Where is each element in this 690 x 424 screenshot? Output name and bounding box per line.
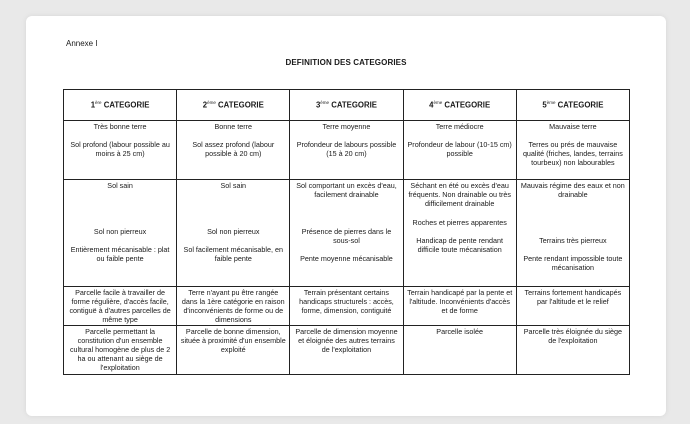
table-cell: Parcelle de dimension moyenne et éloignée des autres terrains de l'exploitation: [290, 326, 403, 375]
table-cell: Terrains fortement handicapés par l'altitude et le relief: [516, 287, 629, 326]
table-row-structure: [64, 287, 630, 326]
table-cell: Terrain handicapé par la pente et l'altitude. Inconvénients d'accès et de forme: [403, 287, 516, 326]
table-cell: Très bonne terre Sol profond (labour possible au moins à 25 cm): [64, 121, 177, 180]
table-cell: Parcelle permettant la constitution d'un ensemble cultural homogène de plus de 2 ha ou attenant au siège de l'exploitation: [64, 326, 177, 375]
table-cell: Mauvais régime des eaux et non drainable Terrains très pierreux Pente rendant impossible toute mécanisation: [516, 180, 629, 287]
document-title: DEFINITION DES CATEGORIES: [285, 58, 407, 67]
table-cell: Sol comportant un excès d'eau, facilement drainable Présence de pierres dans le sous-sol Pente moyenne mécanisable: [290, 180, 403, 287]
categories-table: [63, 89, 630, 375]
table-cell: Parcelle facile à travailler de forme régulière, d'accès facile, contiguë à d'autres parcelles de même type: [64, 287, 177, 326]
header-row: [64, 90, 630, 121]
table-cell: Sol sain Sol non pierreux Sol facilement mécanisable, en faible pente: [177, 180, 290, 287]
table-cell: Bonne terre Sol assez profond (labour possible à 20 cm): [177, 121, 290, 180]
table-cell: Séchant en été ou excès d'eau fréquents. Non drainable ou très difficilement drainable Roches et pierres apparentes Handicap de pente rendant difficile toute mécanisation: [403, 180, 516, 287]
table-cell: Sol sain Sol non pierreux Entièrement mécanisable : plat ou faible pente: [64, 180, 177, 287]
table-row-soil-quality: [64, 121, 630, 180]
header-category-2: 2ème CATEGORIE: [177, 90, 290, 121]
table-cell: Terre n'ayant pu être rangée dans la 1ère catégorie en raison d'inconvénients de forme ou de dimensions: [177, 287, 290, 326]
header-category-1: 1ère CATEGORIE: [64, 90, 177, 121]
table-cell: Terre médiocre Profondeur de labour (10-15 cm) possible: [403, 121, 516, 180]
table-cell: Parcelle de bonne dimension, située à proximité d'un ensemble exploité: [177, 326, 290, 375]
table-cell: Parcelle très éloignée du siège de l'exploitation: [516, 326, 629, 375]
table-cell: Terrain présentant certains handicaps structurels : accès, forme, dimension, contiguité: [290, 287, 403, 326]
annex-label: Annexe I: [66, 39, 98, 48]
document-page: [26, 16, 666, 416]
table-row-drainage: [64, 180, 630, 287]
header-category-5: 5ème CATEGORIE: [516, 90, 629, 121]
header-category-3: 3ème CATEGORIE: [290, 90, 403, 121]
table-row-location: [64, 326, 630, 375]
table-cell: Parcelle isolée: [403, 326, 516, 375]
header-category-4: 4ème CATEGORIE: [403, 90, 516, 121]
table-cell: Terre moyenne Profondeur de labours possible (15 à 20 cm): [290, 121, 403, 180]
table-cell: Mauvaise terre Terres ou prés de mauvaise qualité (friches, landes, terrains tourbeux) non labourables: [516, 121, 629, 180]
